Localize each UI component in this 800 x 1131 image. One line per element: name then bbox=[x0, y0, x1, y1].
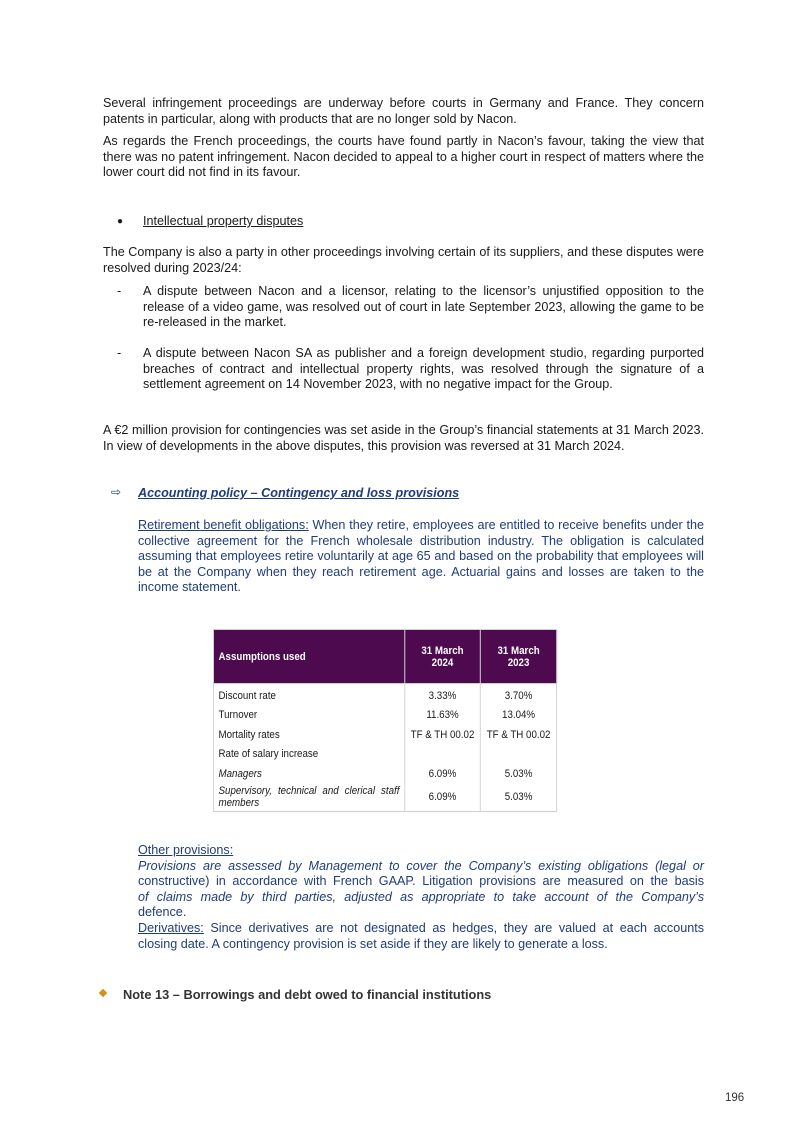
header-2024: 31 March 2024 bbox=[404, 630, 480, 684]
retirement-label: Retirement benefit obligations: bbox=[138, 518, 309, 532]
other-provisions-label: Other provisions: bbox=[138, 843, 234, 857]
paragraph-suppliers: The Company is also a party in other proceedings involving certain of its suppliers, and these disputes were resolved during 2023/24: bbox=[103, 245, 704, 275]
page-number: 196 bbox=[725, 1092, 745, 1104]
other-provisions-line-3: of claims made by third parties, adjusted as appropriate to take account of the Company’s bbox=[138, 889, 704, 904]
row-value-2023: 13.04% bbox=[481, 706, 557, 726]
paragraph-provision: A €2 million provision for contingencies was set aside in the Group’s financial statements at 31 March 2023. In view of developments in the above disputes, this provision was reversed at 31 March 2024. bbox=[103, 423, 704, 453]
retirement-paragraph bbox=[138, 518, 704, 596]
row-label: Managers bbox=[213, 764, 404, 784]
row-label: Turnover bbox=[213, 706, 404, 726]
dash-marker: - bbox=[117, 346, 122, 360]
table-row bbox=[213, 745, 556, 765]
paragraph-infringement: Several infringement proceedings are underway before courts in Germany and France. They concern patents in particular, along with products that are no longer sold by Nacon. bbox=[103, 96, 704, 126]
derivatives-paragraph bbox=[138, 921, 704, 952]
table-row bbox=[213, 764, 556, 784]
row-value-2023: 3.70% bbox=[481, 684, 557, 706]
header-assumptions: Assumptions used bbox=[213, 630, 404, 684]
arrow-right-icon: ⇨ bbox=[111, 485, 122, 499]
row-value-2024: TF & TH 00.02 bbox=[404, 725, 480, 745]
other-provisions-line-1: Provisions are assessed by Management to cover the Company’s existing obligations (legal or bbox=[138, 858, 704, 873]
retirement-text: When they retire, employees are entitled to receive benefits under the collective agreement for the French wholesale distribution industry. The obligation is calculated assuming that employees retire voluntarily at age 65 and based on the probability that employees will be at the Company when they reach retirement age. Actuarial gains and losses are taken to the income statement. bbox=[138, 518, 704, 595]
dash-marker: - bbox=[117, 284, 122, 298]
other-provisions-line-4: defence. bbox=[138, 905, 187, 920]
diamond-bullet-icon bbox=[99, 989, 107, 997]
derivatives-label: Derivatives: bbox=[138, 920, 204, 935]
row-value-2023: TF & TH 00.02 bbox=[481, 725, 557, 745]
row-label: Discount rate bbox=[213, 684, 404, 706]
header-2023: 31 March 2023 bbox=[481, 630, 557, 684]
other-provisions-line-2: constructive) in accordance with French GAAP. Litigation provisions are measured on the basis bbox=[138, 874, 704, 889]
row-value-2023: 5.03% bbox=[481, 764, 557, 784]
ip-disputes-heading: Intellectual property disputes bbox=[143, 214, 304, 228]
dispute-item-licensor: A dispute between Nacon and a licensor, relating to the licensor’s unjustified opposition to the release of a video game, was resolved out of court in late September 2023, allowing the game to be re-released in the market. bbox=[143, 284, 704, 330]
row-value-2024: 6.09% bbox=[404, 784, 480, 812]
derivatives-text: Since derivatives are not designated as hedges, they are valued at each accounts closing date. A contingency provision is set aside if they are likely to generate a loss. bbox=[138, 920, 704, 951]
policy-heading: Accounting policy – Contingency and loss provisions bbox=[138, 486, 460, 500]
assumptions-table bbox=[213, 629, 557, 812]
note-13-heading: Note 13 – Borrowings and debt owed to financial institutions bbox=[123, 987, 492, 1002]
table-row bbox=[213, 684, 556, 706]
row-label: Mortality rates bbox=[213, 725, 404, 745]
row-label: Rate of salary increase bbox=[213, 745, 404, 765]
table-row bbox=[213, 725, 556, 745]
bullet-icon: ● bbox=[117, 216, 124, 227]
row-value-2024: 6.09% bbox=[404, 764, 480, 784]
paragraph-french-proceedings: As regards the French proceedings, the courts have found partly in Nacon’s favour, taking the view that there was no patent infringement. Nacon decided to appeal to a higher court in respect of matters where the lower court did not find in its favour. bbox=[103, 134, 704, 180]
row-value-2023 bbox=[481, 745, 557, 765]
row-value-2024 bbox=[404, 745, 480, 765]
row-value-2024: 11.63% bbox=[404, 706, 480, 726]
other-provisions-block bbox=[138, 843, 704, 952]
row-value-2024: 3.33% bbox=[404, 684, 480, 706]
row-label: Supervisory, technical and clerical staff members bbox=[213, 784, 404, 812]
table-row bbox=[213, 706, 556, 726]
table-header-row bbox=[213, 630, 556, 684]
table-row bbox=[213, 784, 556, 812]
row-value-2023: 5.03% bbox=[481, 784, 557, 812]
dispute-item-studio: A dispute between Nacon SA as publisher and a foreign development studio, regarding purported breaches of contract and intellectual property rights, was resolved through the signature of a settlement agreement on 14 November 2023, with no negative impact for the Group. bbox=[143, 346, 704, 392]
